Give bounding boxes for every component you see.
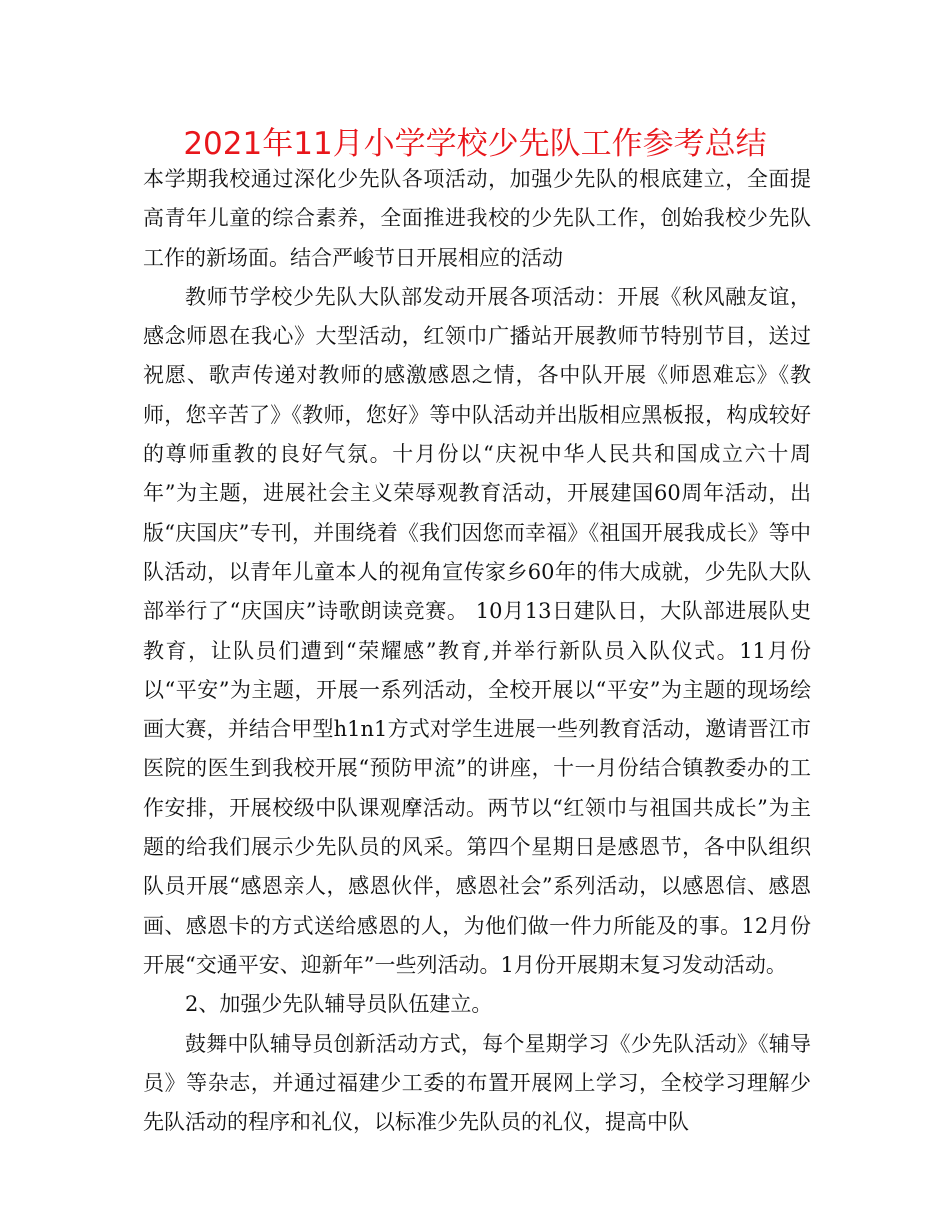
paragraph-counselors: 鼓舞中队辅导员创新活动方式，每个星期学习《少先队活动》《辅导员》等杂志，并通过福建少工委的布置开展网上学习，全校学习理解少先队活动的程序和礼仪，以标准少先队员的礼仪，提高中队 bbox=[143, 1031, 811, 1135]
paragraph-heading-2: 2、加强少先队辅导员队伍建立。 bbox=[185, 992, 493, 1017]
document-title: 2021年11月小学学校少先队工作参考总结 bbox=[183, 126, 767, 162]
document-body bbox=[143, 160, 811, 1142]
paragraph-intro: 本学期我校通过深化少先队各项活动，加强少先队的根底建立，全面提高青年儿童的综合素养，全面推进我校的少先队工作，创始我校少先队工作的新场面。结合严峻节日开展相应的活动 bbox=[143, 167, 811, 270]
paragraph-activities: 教师节学校少先队大队部发动开展各项活动：开展《秋风融友谊，感念师恩在我心》大型活动，红领巾广播站开展教师节特别节目，送过祝愿、歌声传递对教师的感激感恩之情，各中队开展《师恩难忘》《教师，您辛苦了》《教师，您好》等中队活动并出版相应黑板报，构成较好的尊师重教的良好气氛。十月份以“庆祝中华人民共和国成立六十周年”为主题，进展社会主义荣辱观教育活动，开展建国60周年活动，出版“庆国庆”专刊，并围绕着《我们因您而幸福》《祖国开展我成长》等中队活动，以青年儿童本人的视角宣传家乡60年的伟大成就，少先队大队部举行了“庆国庆”诗歌朗读竞赛。 10月13日建队日，大队部进展队史教育，让队员们遭到“荣耀感”教育,并举行新队员入队仪式。11月份以“平安”为主题，开展一系列活动，全校开展以“平安”为主题的现场绘画大赛，并结合甲型h1n1方式对学生进展一些列教育活动，邀请晋江市医院的医生到我校开展“预防甲流”的讲座，十一月份结合镇教委办的工作安排，开展校级中队课观摩活动。两节以“红领巾与祖国共成长”为主题的给我们展示少先队员的风采。第四个星期日是感恩节，各中队组织队员开展“感恩亲人，感恩伙伴，感恩社会”系列活动，以感恩信、感恩画、感恩卡的方式送给感恩的人，为他们做一件力所能及的事。12月份开展“交通平安、迎新年”一些列活动。1月份开展期末复习发动活动。 bbox=[143, 284, 811, 977]
